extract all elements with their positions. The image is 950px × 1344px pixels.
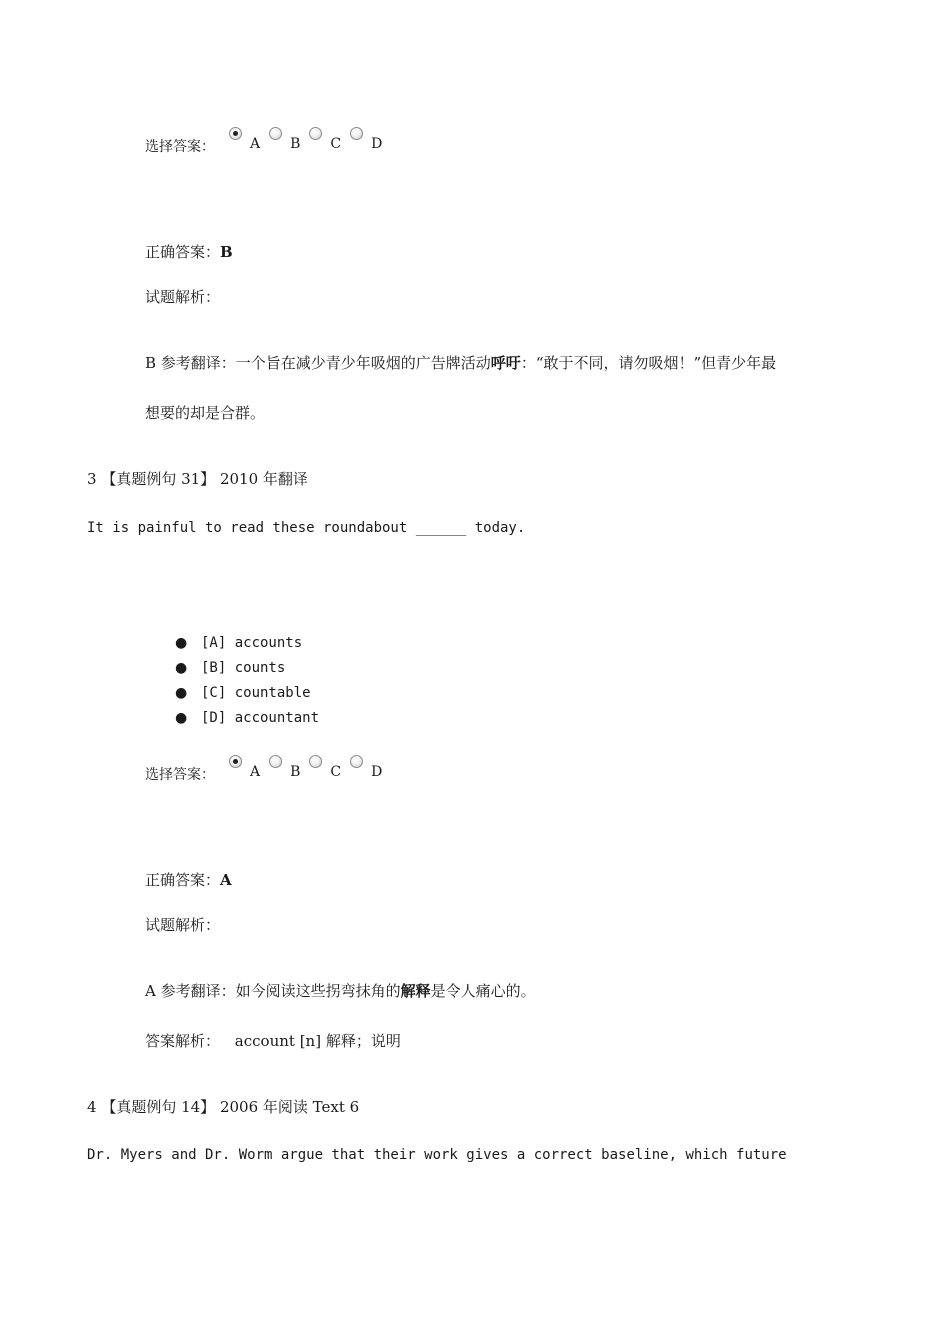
option-a[interactable]: A xyxy=(229,755,260,780)
correct-answer-q2: 正确答案：B xyxy=(145,243,233,261)
question-3-options xyxy=(175,631,319,731)
radio-checked-icon[interactable] xyxy=(229,127,242,140)
analysis-label-q3: 试题解析： xyxy=(145,916,221,934)
analysis-label-q2: 试题解析： xyxy=(145,288,221,306)
translation-q2: B 参考翻译：一个旨在减少青少年吸烟的广告牌活动呼吁：“敢于不同，请勿吸烟！”但青少年最 xyxy=(145,354,777,372)
bullet-icon: ● xyxy=(175,710,188,726)
translation-q2-line2: 想要的却是合群。 xyxy=(145,404,266,422)
radio-icon[interactable] xyxy=(309,755,322,768)
option-c[interactable]: C xyxy=(309,755,341,780)
option-d[interactable]: D xyxy=(350,755,382,780)
option-a[interactable]: A xyxy=(229,127,260,152)
radio-checked-icon[interactable] xyxy=(229,755,242,768)
choice-label: 选择答案： xyxy=(145,139,215,155)
question-4-sentence: Dr. Myers and Dr. Worm argue that their work gives a correct baseline, which future xyxy=(87,1147,787,1163)
option-b[interactable]: B xyxy=(269,127,300,152)
option-item: ● [A] accounts xyxy=(175,631,319,656)
question-3-sentence: It is painful to read these roundabout ______ today. xyxy=(87,520,526,536)
choice-label: 选择答案： xyxy=(145,767,215,783)
answer-choice-row-q3 xyxy=(145,755,391,783)
option-d[interactable]: D xyxy=(350,127,382,152)
question-4-header: 4 【真题例句 14】 2006 年阅读 Text 6 xyxy=(87,1098,360,1116)
bullet-icon: ● xyxy=(175,635,188,651)
answer-choice-row-q2 xyxy=(145,127,391,155)
bullet-icon: ● xyxy=(175,685,188,701)
radio-icon[interactable] xyxy=(269,755,282,768)
correct-answer-q3: 正确答案：A xyxy=(145,871,232,889)
option-b[interactable]: B xyxy=(269,755,300,780)
option-item: ● [C] countable xyxy=(175,681,319,706)
radio-icon[interactable] xyxy=(269,127,282,140)
radio-icon[interactable] xyxy=(350,127,363,140)
radio-icon[interactable] xyxy=(309,127,322,140)
option-item: ● [B] counts xyxy=(175,656,319,681)
bullet-icon: ● xyxy=(175,660,188,676)
answer-explanation-q3: 答案解析： account [n] 解释；说明 xyxy=(145,1032,401,1050)
option-c[interactable]: C xyxy=(309,127,341,152)
radio-icon[interactable] xyxy=(350,755,363,768)
question-3-header: 3 【真题例句 31】 2010 年翻译 xyxy=(87,470,308,488)
option-item: ● [D] accountant xyxy=(175,706,319,731)
translation-q3: A 参考翻译：如今阅读这些拐弯抹角的解释是令人痛心的。 xyxy=(145,982,536,1000)
